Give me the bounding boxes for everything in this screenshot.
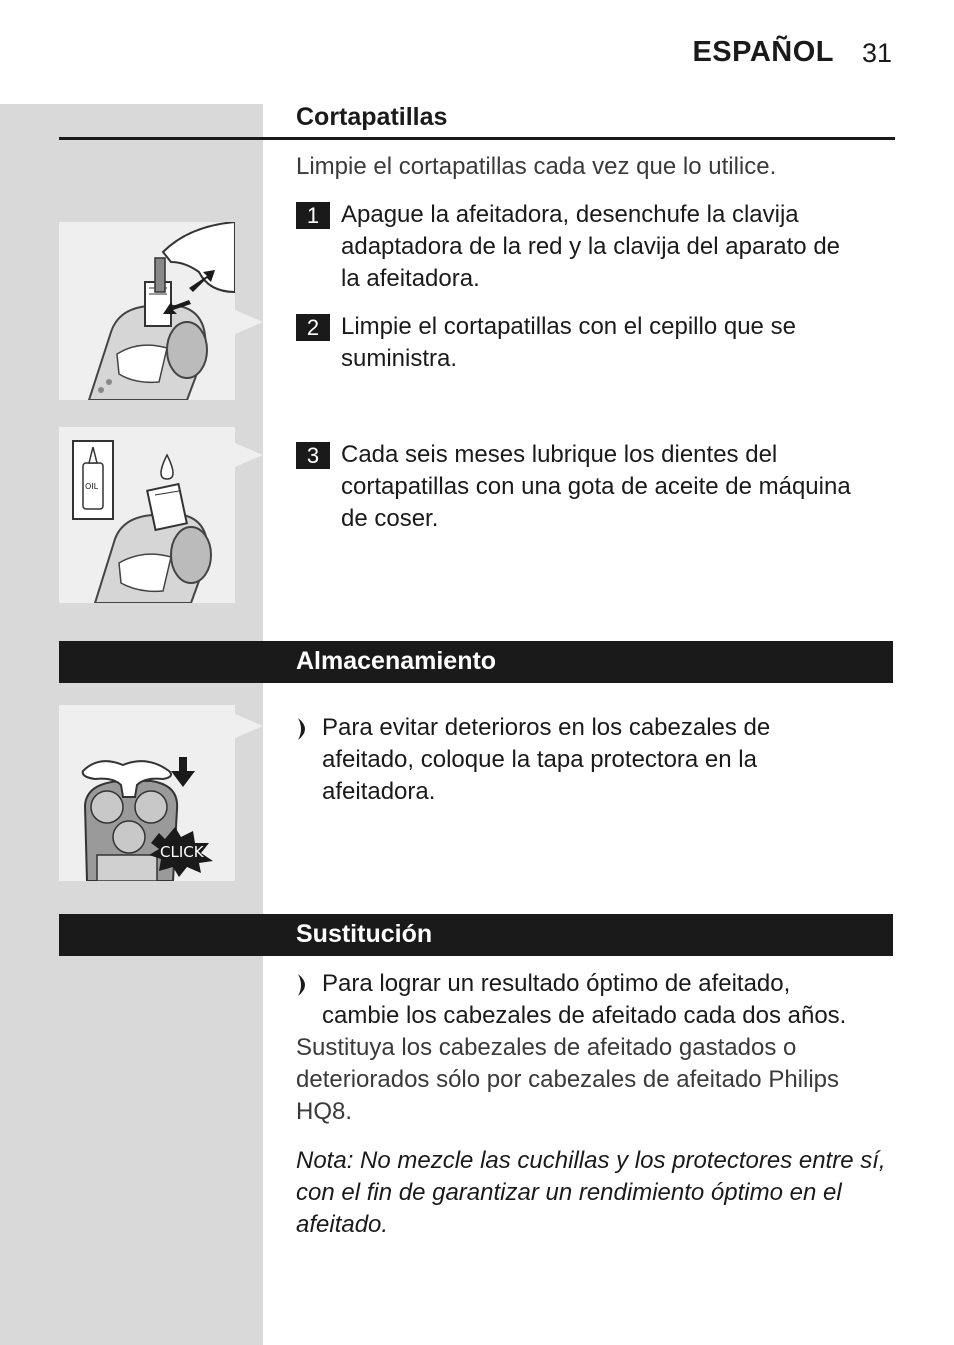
trimmer-cleaning-illustration xyxy=(59,222,235,400)
section-title-sustitucion: Sustitución xyxy=(296,920,433,948)
step-3-text: Cada seis meses lubrique los dientes del cortapatillas con una gota de aceite de máquina de coser. xyxy=(341,441,851,532)
pointer-triangle xyxy=(235,443,263,467)
click-label: CLICK xyxy=(160,843,204,861)
section-bar-almacenamiento xyxy=(59,641,893,683)
section-title-cortapatillas: Cortapatillas xyxy=(296,103,448,131)
bullet-arrow-icon xyxy=(296,716,314,742)
oil-bottle-label: OIL xyxy=(85,482,99,491)
replacement-bullet-text: Para lograr un resultado óptimo de afeitado, cambie los cabezales de afeitado cada dos años. xyxy=(322,970,847,1029)
step-2-text: Limpie el cortapatillas con el cepillo que se suministra. xyxy=(341,313,796,372)
section-rule xyxy=(59,137,895,140)
section-title-almacenamiento: Almacenamiento xyxy=(296,647,497,675)
intro-text: Limpie el cortapatillas cada vez que lo utilice. xyxy=(296,153,777,180)
language-header: ESPAÑOL xyxy=(692,36,834,68)
step-number-1: 1 xyxy=(296,202,330,229)
section-bar-sustitucion xyxy=(59,914,893,956)
step-1-text: Apague la afeitadora, desenchufe la clavija adaptadora de la red y la clavija del aparato de la afeitadora. xyxy=(341,201,841,292)
step-number-3: 3 xyxy=(296,442,330,469)
pointer-triangle xyxy=(235,310,263,334)
page-number: 31 xyxy=(861,38,892,68)
note-text: Nota: No mezcle las cuchillas y los protectores entre sí, con el fin de garantizar un rendimiento óptimo en el afeitado. xyxy=(296,1147,886,1238)
trimmer-oiling-illustration xyxy=(59,427,235,603)
protection-cap-illustration xyxy=(59,705,235,881)
pointer-triangle xyxy=(235,714,263,738)
step-number-2: 2 xyxy=(296,314,330,341)
bullet-arrow-icon xyxy=(296,972,314,998)
storage-bullet-text: Para evitar deterioros en los cabezales de afeitado, coloque la tapa protectora en la afeitadora. xyxy=(322,714,771,805)
replacement-paragraph: Sustituya los cabezales de afeitado gastados o deteriorados sólo por cabezales de afeitado Philips HQ8. xyxy=(296,1034,840,1125)
